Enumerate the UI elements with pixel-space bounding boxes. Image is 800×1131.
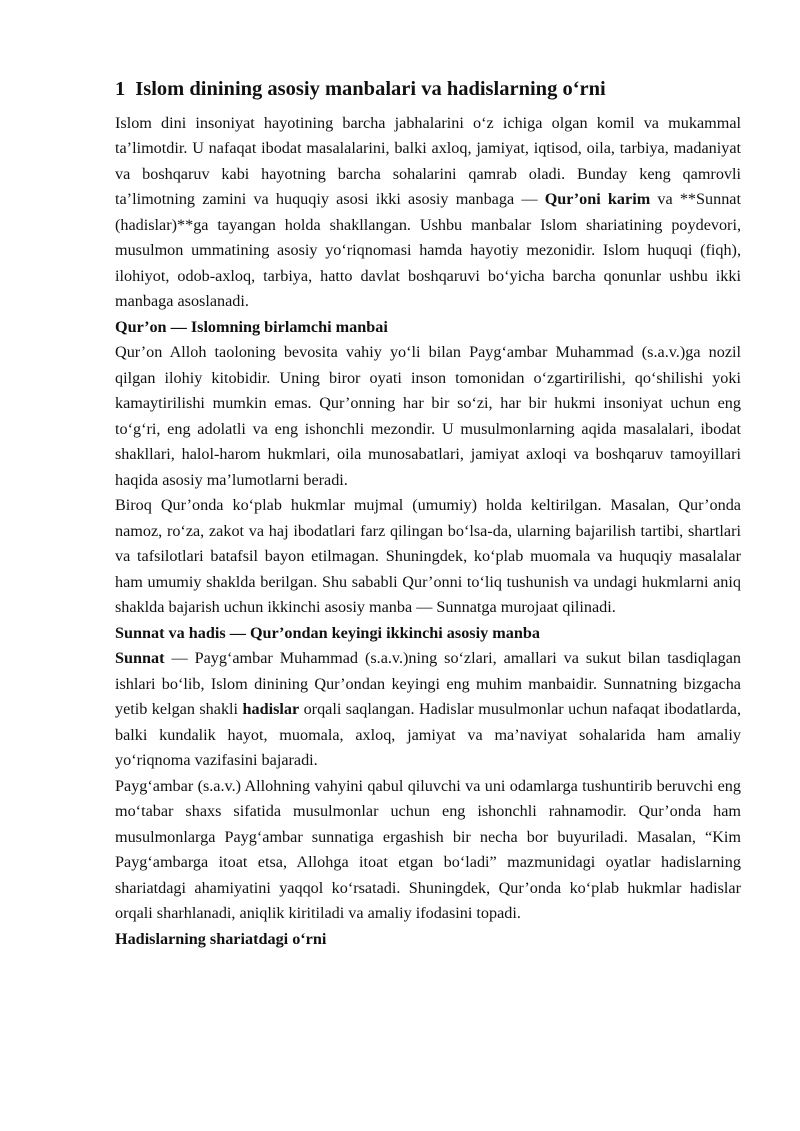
sunnah-paragraph-2: Payg‘ambar (s.a.v.) Allohning vahyini qabul qiluvchi va uni odamlarga tushuntirib beruvchi eng mo‘tabar shaxs sifatida musulmonlar uchun eng ishonchli rahnamodir. Qur’onda ham musulmonlarga Payg‘ambar sunnatiga ergashish bir necha bor buyuriladi. Masalan, “Kim Payg‘ambarga itoat etsa, Allohga itoat etgan bo‘ladi” mazmunidagi oyatlar hadislarning shariatdagi ahamiyatini yaqqol ko‘rsatadi. Shuningdek, Qur’onda ko‘plab hukmlar hadislar orqali sharhlanadi, aniqlik kiritiladi va amaliy ifodasini topadi. <box>115 776 741 923</box>
sunnah-paragraph-1 <box>115 646 741 774</box>
intro-paragraph <box>115 111 741 315</box>
intro-text-part-1: Islom dini insoniyat hayotining barcha jabhalarini o‘z ichiga olgan komil va mukammal ta’limotdir. U nafaqat ibodat masalalarini, balki axloq, jamiyat, iqtisod, oila, tarbiya, madaniyat va boshqaruv kabi hayotning barcha sohalarini qamrab oladi. Bunday keng qamrovli ta’limotning zamini va huquqiy asosi ikki asosiy manbaga — <box>115 113 741 209</box>
hadith-bold-term: hadislar <box>242 700 300 719</box>
sunnah-text-part-2: orqali saqlangan. Hadislar musulmonlar uchun nafaqat ibodatlarda, balki kundalik hayot, muomala, axloq, jamiyat va ma’naviyat sohalarida ham amaliy yo‘riqnoma vazifasini bajaradi. <box>115 700 741 770</box>
sunnah-bold-term: Sunnat <box>115 649 165 668</box>
intro-text-part-2: va **Sunnat (hadislar)**ga tayangan holda shakllangan. Ushbu manbalar Islom shariatining poydevori, musulmon ummatining asosiy yo‘riqnomasi hamda hayotiy mezonidir. Islom huquqi (fiqh), ilohiyot, odob-axloq, tarbiya, hatto davlat boshqaruvi bo‘yicha barcha qonunlar ushbu ikki manbaga asoslanadi. <box>115 190 741 311</box>
section-number: 1 <box>115 78 126 100</box>
section-heading <box>115 76 741 103</box>
quran-paragraph-2: Biroq Qur’onda ko‘plab hukmlar mujmal (umumiy) holda keltirilgan. Masalan, Qur’onda namoz, ro‘za, zakot va haj ibodatlari farz qilingan bo‘lsa-da, ularning bajarilish tartibi, shartlari va tafsilotlari batafsil bayon etilmagan. Shuningdek, ko‘plab muomala va huquqiy masalalar ham umumiy shaklda berilgan. Shu sababli Qur’onni to‘liq tushunish va undagi hukmlarni aniq shaklda bajarish uchun ikkinchi asosiy manba — Sunnatga murojaat qilinadi. <box>115 496 741 617</box>
intro-bold-quran: Qur’oni karim <box>544 190 651 209</box>
document-page <box>115 76 741 952</box>
subheading-hadith-role: Hadislarning shariatdagi o‘rni <box>115 929 327 948</box>
quran-paragraph-1: Qur’on Alloh taoloning bevosita vahiy yo‘li bilan Payg‘ambar Muhammad (s.a.v.)ga nozil qilgan ilohiy kitobidir. Uning biror oyati inson tomonidan o‘zgartirilishi, qo‘shilishi yoki kamaytirilishi mumkin emas. Qur’onning har bir so‘zi, har bir hukmi insoniyat uchun eng to‘g‘ri, eng adolatli va eng ishonchli mezondir. U musulmonlarning aqida masalalari, ibodat shakllari, halol-harom hukmlari, oila munosabatlari, jamiyat axloqi va boshqaruv tamoyillari haqida asosiy ma’lumotlarni beradi. <box>115 343 741 489</box>
subheading-sunnah: Sunnat va hadis — Qur’ondan keyingi ikkinchi asosiy manba <box>115 623 540 642</box>
section-title: Islom dinining asosiy manbalari va hadislarning o‘rni <box>135 78 606 100</box>
sunnah-text-part-1: — Payg‘ambar Muhammad (s.a.v.)ning so‘zlari, amallari va sukut bilan tasdiqlagan ishlari bo‘lib, Islom dinining Qur’ondan keyingi eng muhim manbaidir. Sunnatning bizgacha yetib kelgan shakli <box>115 649 741 719</box>
subheading-quran: Qur’on — Islomning birlamchi manbai <box>115 317 388 336</box>
